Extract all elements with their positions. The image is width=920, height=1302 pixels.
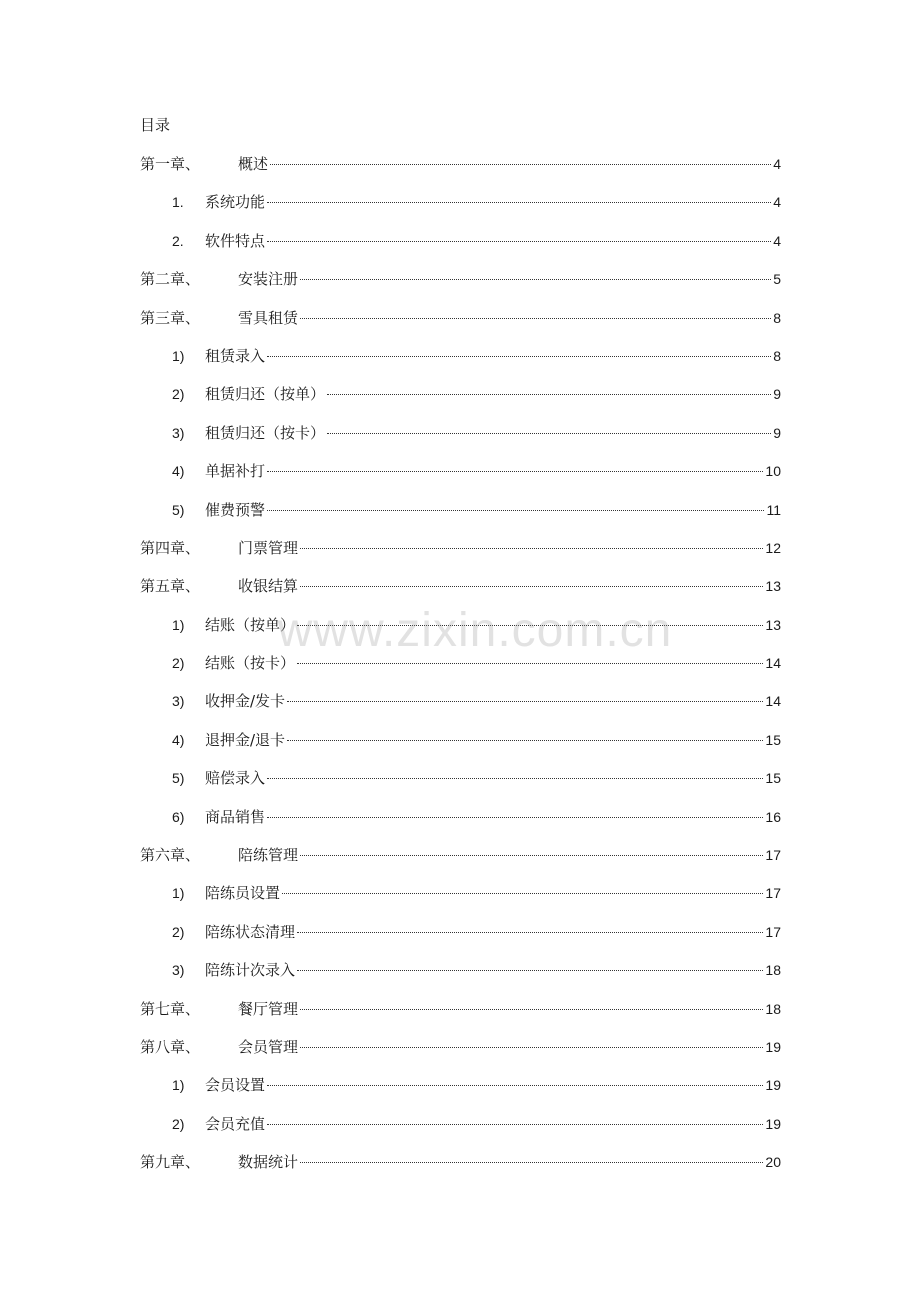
toc-entry[interactable] [140,268,781,306]
dot-leader [297,970,763,971]
dot-leader [297,663,763,664]
entry-title: 陪练状态清理 [205,922,296,941]
entry-page-number: 17 [765,923,781,940]
entry-title: 系统功能 [205,193,266,212]
dot-leader [300,318,771,319]
entry-title: 概述 [238,155,269,173]
dot-leader [282,893,763,894]
entry-number: 3) [172,424,185,441]
entry-title: 结账（按卡） [205,654,296,673]
toc-entry[interactable] [140,1074,781,1112]
entry-title: 单据补打 [205,462,266,481]
entry-page-number: 5 [773,271,781,288]
entry-page-number: 8 [773,347,781,364]
entry-page-number: 10 [765,463,781,480]
entry-page-number: 18 [765,1000,781,1017]
toc-entry[interactable] [140,882,781,920]
entry-number: 第八章、 [140,1037,201,1056]
entry-page-number: 13 [765,578,781,595]
toc-list [140,153,781,1190]
toc-entry[interactable] [140,383,781,421]
toc-entry[interactable] [140,460,781,498]
entry-page-number: 17 [765,847,781,864]
entry-page-number: 8 [773,309,781,326]
entry-number: 1) [172,347,185,364]
entry-title: 餐厅管理 [238,999,299,1018]
toc-entry[interactable] [140,767,781,805]
toc-title: 目录 [140,116,171,134]
entry-page-number: 12 [765,539,781,556]
dot-leader [300,548,763,549]
entry-page-number: 14 [765,693,781,710]
dot-leader [297,932,763,933]
entry-number: 5) [172,501,185,518]
entry-title: 收押金/发卡 [205,692,286,711]
dot-leader [270,164,771,165]
entry-number: 第六章、 [140,846,201,865]
entry-page-number: 14 [765,655,781,672]
entry-number: 1. [172,194,184,211]
toc-entry[interactable] [140,844,781,882]
toc-entry[interactable] [140,1151,781,1189]
entry-page-number: 19 [765,1115,781,1132]
entry-title: 商品销售 [205,807,266,826]
entry-title: 会员管理 [238,1037,299,1056]
entry-page-number: 20 [765,1154,781,1171]
toc-entry[interactable] [140,230,781,268]
entry-page-number: 17 [765,885,781,902]
entry-title: 租赁归还（按卡） [205,423,326,442]
toc-entry[interactable] [140,499,781,537]
entry-number: 5) [172,770,185,787]
entry-number: 第二章、 [140,270,201,289]
entry-page-number: 4 [773,156,781,172]
dot-leader [267,1124,763,1125]
toc-entry[interactable] [140,1036,781,1074]
entry-title: 数据统计 [238,1153,299,1172]
toc-entry[interactable] [140,614,781,652]
entry-title: 租赁归还（按单） [205,385,326,404]
dot-leader [267,510,764,511]
dot-leader [300,1009,763,1010]
entry-number: 第七章、 [140,999,201,1018]
dot-leader [267,356,771,357]
dot-leader [300,855,763,856]
entry-title: 安装注册 [238,270,299,289]
entry-title: 催费预警 [205,500,266,519]
entry-page-number: 13 [765,616,781,633]
entry-number: 2) [172,1115,185,1132]
dot-leader [300,279,771,280]
dot-leader [267,778,763,779]
toc-entry[interactable] [140,345,781,383]
dot-leader [327,433,771,434]
entry-title: 赔偿录入 [205,769,266,788]
entry-title: 退押金/退卡 [205,730,286,749]
entry-number: 第三章、 [140,308,201,327]
toc-entry[interactable] [140,690,781,728]
toc-entry[interactable] [140,729,781,767]
dot-leader [267,241,771,242]
entry-number: 第一章、 [140,155,201,173]
dot-leader [267,202,771,203]
entry-title: 陪练员设置 [205,884,281,903]
entry-page-number: 15 [765,770,781,787]
toc-entry[interactable] [140,422,781,460]
toc-entry[interactable] [140,1113,781,1151]
dot-leader [300,1047,763,1048]
entry-page-number: 4 [773,194,781,211]
entry-title: 收银结算 [238,577,299,596]
entry-title: 会员设置 [205,1076,266,1095]
entry-page-number: 4 [773,232,781,249]
watermark-text: www.zixin.com.cn [277,604,673,657]
entry-number: 2) [172,923,185,940]
entry-number: 1) [172,1077,185,1094]
toc-entry[interactable] [140,921,781,959]
entry-page-number: 19 [765,1077,781,1094]
entry-title: 雪具租赁 [238,308,299,327]
dot-leader [267,471,763,472]
toc-entry[interactable] [140,191,781,229]
toc-entry[interactable] [140,537,781,575]
entry-page-number: 18 [765,962,781,979]
dot-leader [267,1085,763,1086]
entry-number: 2) [172,386,185,403]
entry-title: 门票管理 [238,538,299,557]
dot-leader [300,1162,763,1163]
dot-leader [327,394,771,395]
dot-leader [297,625,763,626]
entry-number: 第四章、 [140,538,201,557]
entry-page-number: 16 [765,808,781,825]
toc-entry[interactable] [140,307,781,345]
entry-title: 陪练计次录入 [205,961,296,980]
dot-leader [300,586,763,587]
entry-number: 4) [172,463,185,480]
entry-number: 6) [172,808,185,825]
entry-number: 1) [172,885,185,902]
entry-number: 1) [172,616,185,633]
toc-entry[interactable] [140,153,781,191]
entry-title: 软件特点 [205,231,266,250]
entry-number: 2) [172,655,185,672]
toc-entry[interactable] [140,652,781,690]
entry-page-number: 9 [773,424,781,441]
toc-entry[interactable] [140,575,781,613]
entry-number: 第九章、 [140,1153,201,1172]
dot-leader [287,701,763,702]
entry-title: 会员充值 [205,1114,266,1133]
entry-title: 陪练管理 [238,846,299,865]
entry-number: 3) [172,693,185,710]
entry-page-number: 15 [765,731,781,748]
dot-leader [267,817,763,818]
entry-title: 结账（按单） [205,615,296,634]
entry-page-number: 9 [773,386,781,403]
entry-page-number: 11 [766,501,781,518]
toc-entry[interactable] [140,959,781,997]
entry-number: 4) [172,731,185,748]
entry-number: 2. [172,232,184,249]
toc-entry[interactable] [140,806,781,844]
entry-number: 第五章、 [140,577,201,596]
entry-title: 租赁录入 [205,346,266,365]
entry-number: 3) [172,962,185,979]
dot-leader [287,740,763,741]
toc-entry[interactable] [140,998,781,1036]
entry-page-number: 19 [765,1038,781,1055]
